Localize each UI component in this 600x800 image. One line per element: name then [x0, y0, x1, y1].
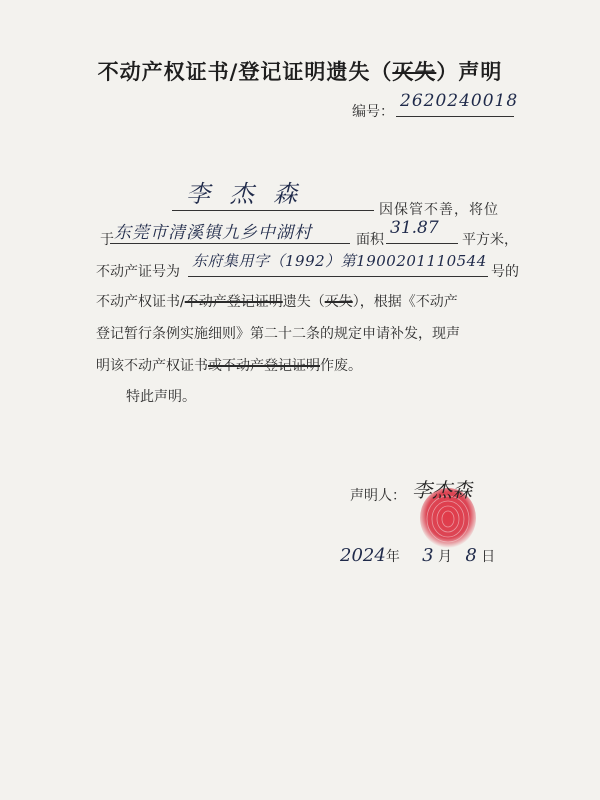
- certificate-underline: [188, 276, 488, 277]
- property-address: 东莞市清溪镇九乡中湖村: [114, 223, 312, 243]
- title-part1: 不动产权证书/登记证明遗失（: [97, 60, 393, 84]
- line4-struck2: 灭失: [324, 294, 353, 310]
- line6-part1: 明该不动产权证书: [96, 358, 208, 374]
- line2-prefix: 于: [100, 232, 114, 248]
- date-year-label: 年: [385, 549, 400, 565]
- signature: 李杰森: [412, 478, 472, 502]
- line6-struck: 或不动产登记证明: [208, 358, 320, 374]
- document-title: [0, 56, 600, 86]
- serial-label: 编号：: [352, 104, 394, 120]
- line4-part2: 遗失（: [282, 294, 325, 310]
- area-label: 面积: [356, 232, 384, 248]
- line4-struck: 不动产登记证明: [184, 294, 283, 310]
- line4-part1: 不动产权证书/: [96, 294, 185, 310]
- title-part2: ）声明: [436, 60, 503, 84]
- line1-text: 因保管不善，将位: [379, 202, 499, 218]
- body-line-5: 登记暂行条例实施细则》第二十二条的规定申请补发，现声: [96, 326, 460, 342]
- area-underline: [386, 243, 458, 244]
- closing-text: 特此声明。: [126, 389, 196, 405]
- signer-label: 声明人：: [350, 488, 406, 504]
- certificate-number: 东府集用字（1992）第1900201110544: [192, 252, 487, 270]
- body-line-4: [96, 286, 536, 318]
- line4-part3: ），根据《不动产: [352, 294, 458, 310]
- date-year: 2024: [340, 545, 386, 566]
- serial-number: 2620240018: [400, 91, 519, 111]
- declarant-name: 李 杰 森: [186, 180, 304, 208]
- date-month-label: 月: [437, 549, 452, 565]
- line6-part2: 作废。: [320, 358, 362, 374]
- declaration-date: [340, 545, 495, 566]
- area-value: 31.87: [390, 218, 439, 238]
- name-underline: [172, 210, 374, 211]
- area-unit: 平方米，: [462, 232, 518, 248]
- serial-underline: [396, 116, 514, 117]
- date-day: 8: [465, 545, 477, 566]
- date-month: 3: [422, 545, 434, 566]
- line3-suffix: 号的: [491, 264, 519, 280]
- address-underline: [110, 243, 350, 244]
- line3-prefix: 不动产证号为: [96, 264, 180, 280]
- body-line-6: [96, 350, 536, 382]
- date-day-label: 日: [481, 549, 496, 565]
- title-struck-word: 灭失: [392, 60, 437, 84]
